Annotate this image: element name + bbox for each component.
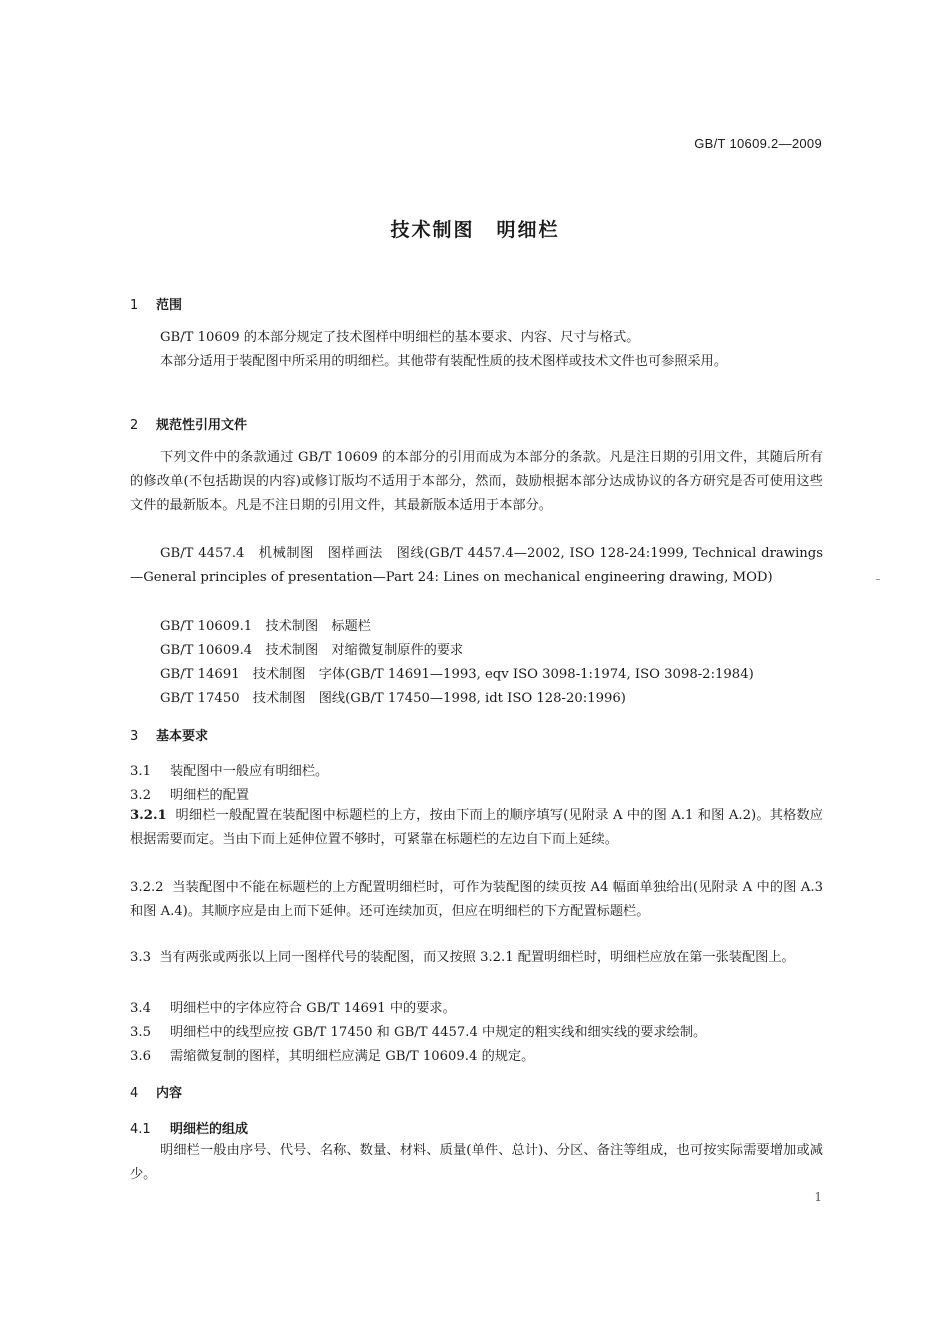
section-number: 1 <box>130 298 139 313</box>
clause-3-2 <box>130 784 249 803</box>
reference-item: GB/T 4457.4 机械制图 图样画法 图线(GB/T 4457.4—2002, ISO 128-24:1999, Technical drawings—General principles of presentation—Part 24: Lines on mechanical engineering drawing, MOD) <box>130 546 823 585</box>
clause-number: 3.4 <box>130 1001 151 1016</box>
section-title: 规范性引用文件 <box>156 418 248 433</box>
section-4-heading <box>130 1082 182 1101</box>
clause-text: 明细栏的配置 <box>170 788 250 803</box>
clause-number: 3.2 <box>130 788 151 803</box>
section-3-heading <box>130 725 208 744</box>
clause-text: 需缩微复制的图样，其明细栏应满足 GB/T 10609.4 的规定。 <box>170 1049 535 1064</box>
section-1-para-1: GB/T 10609 的本部分规定了技术图样中明细栏的基本要求、内容、尺寸与格式。 <box>160 330 640 345</box>
clause-text: 装配图中一般应有明细栏。 <box>170 764 329 779</box>
reference-item: GB/T 14691 技术制图 字体(GB/T 14691—1993, eqv ISO 3098-1:1974, ISO 3098-2:1984) <box>160 667 754 682</box>
clause-number: 3.2.2 <box>130 880 164 895</box>
clause-4-1-heading <box>130 1118 248 1137</box>
clause-number: 4.1 <box>130 1122 151 1137</box>
clause-3-2-2 <box>130 876 823 924</box>
clause-3-2-1 <box>130 804 823 852</box>
clause-3-1 <box>130 760 328 779</box>
clause-text: 明细栏中的线型应按 GB/T 17450 和 GB/T 4457.4 中规定的粗实线和细实线的要求绘制。 <box>170 1025 707 1040</box>
clause-number: 3.6 <box>130 1049 151 1064</box>
section-4-para-1: 明细栏一般由序号、代号、名称、数量、材料、质量(单件、总计)、分区、备注等组成，也可按实际需要增加或减少。 <box>130 1143 823 1182</box>
reference-item: GB/T 10609.1 技术制图 标题栏 <box>160 619 371 634</box>
page-number: 1 <box>814 1190 822 1204</box>
reference-item: GB/T 17450 技术制图 图线(GB/T 17450—1998, idt ISO 128-20:1996) <box>160 691 626 706</box>
title-part1: 技术制图 <box>390 219 475 241</box>
page-title <box>0 215 950 242</box>
section-2-heading <box>130 414 247 433</box>
clause-3-4 <box>130 997 456 1016</box>
section-2-para-1: 下列文件中的条款通过 GB/T 10609 的本部分的引用而成为本部分的条款。凡是注日期的引用文件，其随后所有的修改单(不包括勘误的内容)或修订版均不适用于本部分，然而，鼓励根据本部分达成协议的各方研究是否可使用这些文件的最新版本。凡是不注日期的引用文件，其最新版本适用于本部分。 <box>130 450 823 513</box>
section-1-para-2: 本部分适用于装配图中所采用的明细栏。其他带有装配性质的技术图样或技术文件也可参照采用。 <box>160 354 728 369</box>
section-number: 4 <box>130 1086 139 1101</box>
section-title: 内容 <box>156 1086 183 1101</box>
scan-mark <box>876 579 880 580</box>
reference-item: GB/T 10609.4 技术制图 对缩微复制原件的要求 <box>160 643 464 658</box>
clause-text: 当有两张或两张以上同一图样代号的装配图，而又按照 3.2.1 配置明细栏时，明细栏应放在第一张装配图上。 <box>159 950 795 965</box>
clause-number: 3.2.1 <box>130 808 167 823</box>
clause-3-6 <box>130 1045 534 1064</box>
clause-title: 明细栏的组成 <box>170 1122 249 1137</box>
section-title: 范围 <box>156 298 183 313</box>
section-number: 3 <box>130 729 139 744</box>
clause-text: 明细栏一般配置在装配图中标题栏的上方，按由下而上的顺序填写(见附录 A 中的图 A.1 和图 A.2)。其格数应根据需要而定。当由下而上延伸位置不够时，可紧靠在标题栏的左边自下而上延续。 <box>130 808 823 847</box>
clause-text: 明细栏中的字体应符合 GB/T 14691 中的要求。 <box>170 1001 456 1016</box>
clause-number: 3.5 <box>130 1025 151 1040</box>
section-1-heading <box>130 294 182 313</box>
section-number: 2 <box>130 418 139 433</box>
clause-3-3 <box>130 946 823 970</box>
clause-text: 当装配图中不能在标题栏的上方配置明细栏时，可作为装配图的续页按 A4 幅面单独给出(见附录 A 中的图 A.3 和图 A.4)。其顺序应是由上而下延伸。还可连续加页，但应在明细栏的下方配置标题栏。 <box>130 880 823 919</box>
standard-number: GB/T 10609.2—2009 <box>694 136 822 151</box>
clause-3-5 <box>130 1021 706 1040</box>
clause-number: 3.3 <box>130 950 151 965</box>
title-part2: 明细栏 <box>496 219 560 241</box>
section-title: 基本要求 <box>156 729 209 744</box>
clause-number: 3.1 <box>130 764 151 779</box>
